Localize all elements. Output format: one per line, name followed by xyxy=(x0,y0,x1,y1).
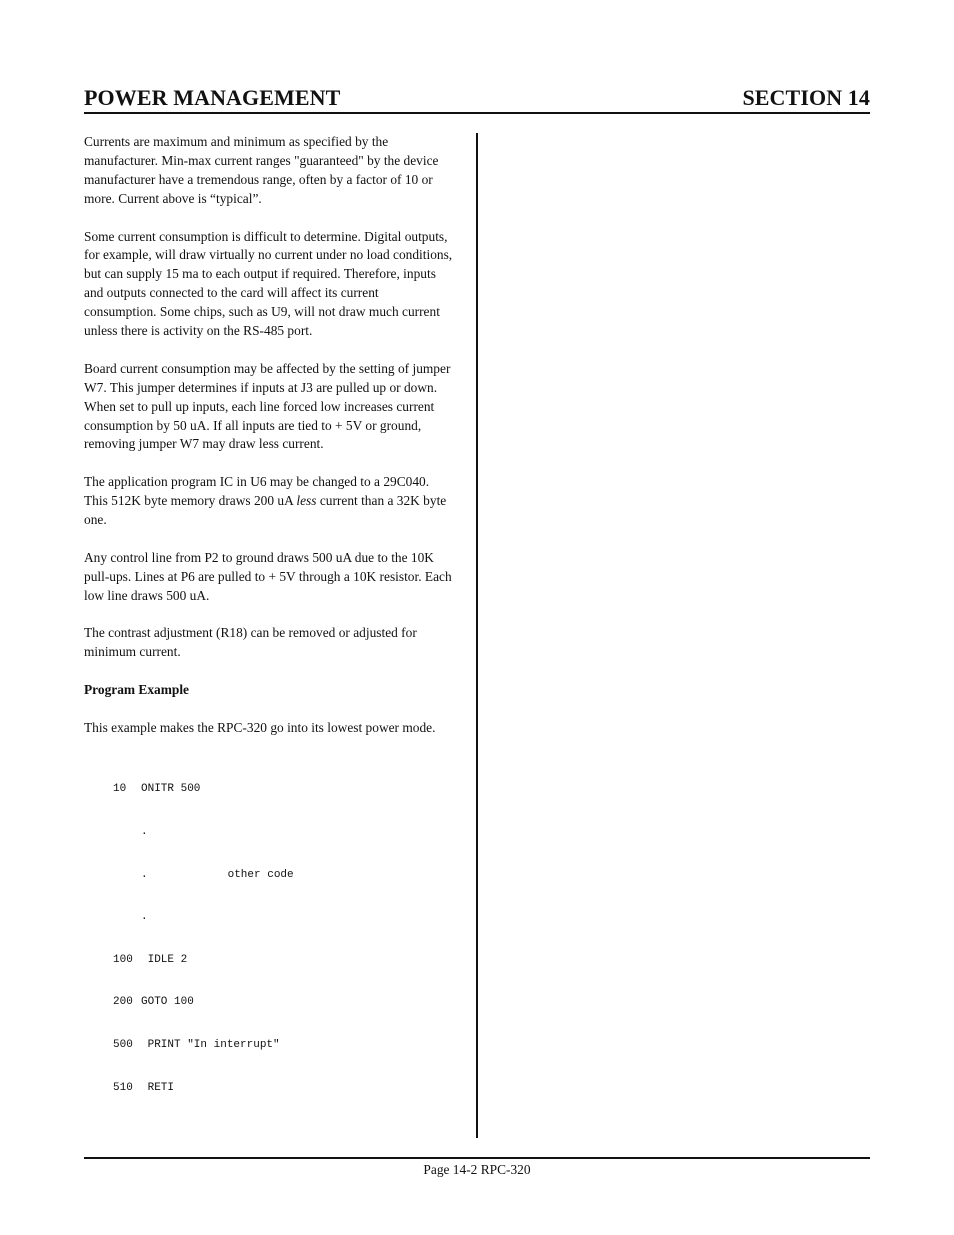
column-divider xyxy=(476,133,478,1138)
code-ellipsis: . xyxy=(141,825,148,838)
chapter-title: POWER MANAGEMENT xyxy=(84,85,341,110)
line-number: 100 xyxy=(113,953,133,966)
code-dot: . xyxy=(141,868,148,881)
code-ellipsis: . xyxy=(141,911,148,924)
paragraph-control-line: Any control line from P2 to ground draws 500 uA due to the 10K pull-ups. Lines at P6 are pulled to + 5V through a 10K resistor. Each low line draws 500 uA. xyxy=(84,549,452,603)
code-text: ONITR 500 xyxy=(141,783,201,796)
program-ic-emphasis: less xyxy=(296,493,317,509)
line-number: 10 xyxy=(113,783,127,796)
line-number: 510 xyxy=(113,1081,133,1094)
code-line xyxy=(113,995,454,1009)
line-number: 500 xyxy=(113,1038,133,1051)
code-text: GOTO 100 xyxy=(141,996,194,1009)
code-line xyxy=(113,1038,454,1052)
paragraph-example-intro: This example makes the RPC-320 go into its lowest power mode. xyxy=(84,719,436,735)
code-comment-line xyxy=(113,868,454,882)
paragraph-consumption: Some current consumption is difficult to determine. Digital outputs, for example, will draw virtually no current under no load conditions, but can supply 15 ma to each output if required. Therefore, inputs and outputs connected to the card will affect its current consumption. Some chips, such as U9, will not draw much current unless there is activity on the RS-485 port. xyxy=(84,228,453,339)
paragraph-contrast: The contrast adjustment (R18) can be removed or adjusted for minimum current. xyxy=(84,625,417,660)
page-footer: Page 14-2 RPC-320 xyxy=(423,1162,531,1177)
code-text: PRINT "In interrupt" xyxy=(141,1038,280,1051)
code-line xyxy=(113,1081,454,1095)
code-listing xyxy=(113,754,454,1123)
line-number: 200 xyxy=(113,996,133,1009)
section-number: SECTION 14 xyxy=(742,85,870,110)
paragraph-currents: Currents are maximum and minimum as specified by the manufacturer. Min-max current ranges "guaranteed" by the device manufacturer have a tremendous range, often by a factor of 10 or more. Current above is “typical”. xyxy=(84,134,439,206)
page-header xyxy=(84,84,870,114)
code-text: IDLE 2 xyxy=(141,953,188,966)
program-ic-text-b: current than a 32K byte one. xyxy=(84,493,447,528)
code-text: RETI xyxy=(141,1081,175,1094)
left-column xyxy=(84,133,454,1123)
paragraph-program-ic xyxy=(84,473,454,530)
paragraph-jumper: Board current consumption may be affected by the setting of jumper W7. This jumper determines if inputs at J3 are pulled up or down. When set to pull up inputs, each line forced low increases current consumption by 50 uA. If all inputs are tied to + 5V or ground, removing jumper W7 may draw less current. xyxy=(84,360,451,452)
code-line xyxy=(113,782,454,796)
subheading-program-example: Program Example xyxy=(84,682,189,698)
code-line xyxy=(113,953,454,967)
program-ic-text-a: The application program IC in U6 may be changed to a 29C040. This 512K byte memory draws 200 uA xyxy=(84,474,430,509)
footer-rule xyxy=(84,1157,870,1159)
code-comment: other code xyxy=(227,868,294,881)
